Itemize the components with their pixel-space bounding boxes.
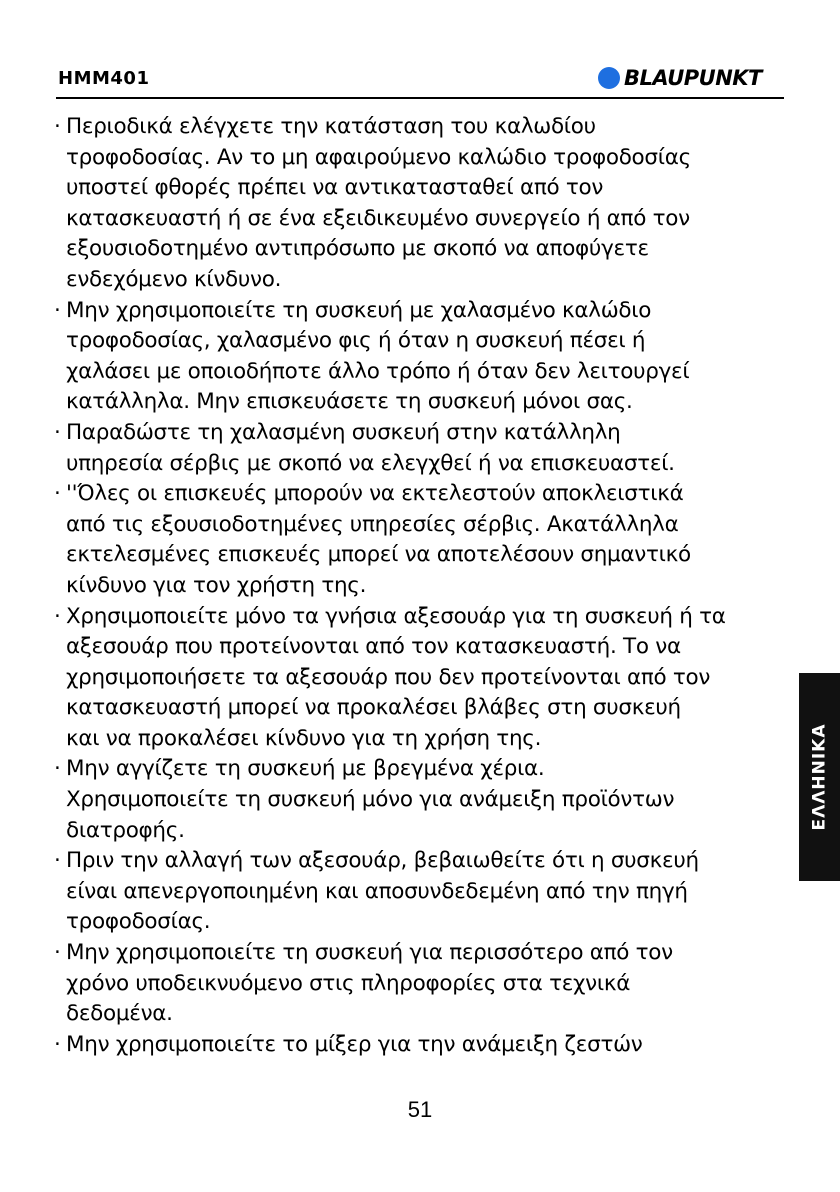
text-line: υπηρεσία σέρβις με σκοπό να ελεγχθεί ή να επισκευαστεί. xyxy=(66,450,675,476)
text-line: Πριν την αλλαγή των αξεσουάρ, βεβαιωθείτε ότι η συσκευή xyxy=(66,848,699,874)
header-divider xyxy=(56,97,784,99)
page-number: 51 xyxy=(407,1097,433,1122)
bullet-icon: · xyxy=(54,756,61,782)
text-line: Μην χρησιμοποιείτε τη συσκευή με χαλασμένο καλώδιο xyxy=(66,297,652,323)
text-line: χρόνο υποδεικνυόμενο στις πληροφορίες στα τεχνικά xyxy=(66,970,631,996)
brand-logo-dot-icon xyxy=(598,67,620,89)
text-line: διατροφής. xyxy=(66,817,185,843)
text-line: Παραδώστε τη χαλασμένη συσκευή στην κατάλληλη xyxy=(66,419,621,445)
text-line: Μην χρησιμοποιείτε τη συσκευή για περισσότερο από τον xyxy=(66,940,673,966)
bullet-icon: · xyxy=(54,114,61,139)
language-tab xyxy=(799,673,840,881)
brand-logo xyxy=(598,66,762,90)
text-line: τροφοδοσίας. xyxy=(66,909,211,935)
text-line: Περιοδικά ελέγχετε την κατάσταση του καλωδίου xyxy=(66,114,596,139)
list-item xyxy=(54,479,794,601)
list-item xyxy=(54,418,794,479)
bullet-icon: · xyxy=(54,940,61,966)
bullet-icon: · xyxy=(54,848,61,874)
bullet-icon: · xyxy=(54,481,61,507)
bullet-icon: · xyxy=(54,603,61,629)
text-line: χαλάσει με οποιοδήποτε άλλο τρόπο ή όταν δεν λειτουργεί xyxy=(66,358,690,384)
list-item xyxy=(54,846,794,938)
model-number: HMM401 xyxy=(58,68,150,89)
text-line: και να προκαλέσει κίνδυνο για τη χρήση της. xyxy=(66,725,542,751)
text-line: κατασκευαστή μπορεί να προκαλέσει βλάβες στη συσκευή xyxy=(66,695,681,721)
text-line: ενδεχόμενο κίνδυνο. xyxy=(66,266,282,292)
text-line: ''Όλες οι επισκευές μπορούν να εκτελεστούν αποκλειστικά xyxy=(66,481,684,507)
text-line: κατασκευαστή ή σε ένα εξειδικευμένο συνεργείο ή από τον xyxy=(66,205,690,231)
brand-name: BLAUPUNKT xyxy=(624,66,762,90)
text-line: χρησιμοποιήσετε τα αξεσουάρ που δεν προτείνονται από τον xyxy=(66,664,711,690)
text-line: υποστεί φθορές πρέπει να αντικατασταθεί από τον xyxy=(66,175,604,201)
text-line: κίνδυνο για τον χρήστη της. xyxy=(66,572,367,598)
language-tab-label: ΕΛΛΗΝΙΚΑ xyxy=(809,723,830,831)
text-line: τροφοδοσίας, χαλασμένο φις ή όταν η συσκευή πέσει ή xyxy=(66,328,646,354)
safety-instructions-list xyxy=(54,112,794,1060)
text-line: τροφοδοσίας. Αν το μη αφαιρούμενο καλώδιο τροφοδοσίας xyxy=(66,144,691,170)
text-line: Μην αγγίζετε τη συσκευή με βρεγμένα χέρια. xyxy=(66,756,545,782)
text-line: εκτελεσμένες επισκευές μπορεί να αποτελέσουν σημαντικό xyxy=(66,542,691,568)
text-line: από τις εξουσιοδοτημένες υπηρεσίες σέρβις. Ακατάλληλα xyxy=(66,511,679,537)
bullet-icon: · xyxy=(54,297,61,323)
text-line: Μην χρησιμοποιείτε το μίξερ για την ανάμειξη ζεστών xyxy=(66,1031,643,1057)
list-item xyxy=(54,296,794,418)
bullet-icon: · xyxy=(54,1031,61,1057)
text-line: εξουσιοδοτημένο αντιπρόσωπο με σκοπό να αποφύγετε xyxy=(66,236,649,262)
list-item xyxy=(54,112,794,296)
text-line: είναι απενεργοποιημένη και αποσυνδεδεμένη από την πηγή xyxy=(66,878,688,904)
text-line: αξεσουάρ που προτείνονται από τον κατασκευαστή. Το να xyxy=(66,634,681,660)
list-item xyxy=(54,1030,794,1061)
text-line: κατάλληλα. Μην επισκευάσετε τη συσκευή μόνοι σας. xyxy=(66,389,633,415)
list-item xyxy=(54,602,794,755)
list-item xyxy=(54,754,794,846)
text-line: Χρησιμοποιείτε τη συσκευή μόνο για ανάμειξη προϊόντων xyxy=(66,787,675,813)
text-line: δεδομένα. xyxy=(66,1001,173,1027)
text-line: Χρησιμοποιείτε μόνο τα γνήσια αξεσουάρ για τη συσκευή ή τα xyxy=(66,603,726,629)
list-item xyxy=(54,938,794,1030)
bullet-icon: · xyxy=(54,419,61,445)
